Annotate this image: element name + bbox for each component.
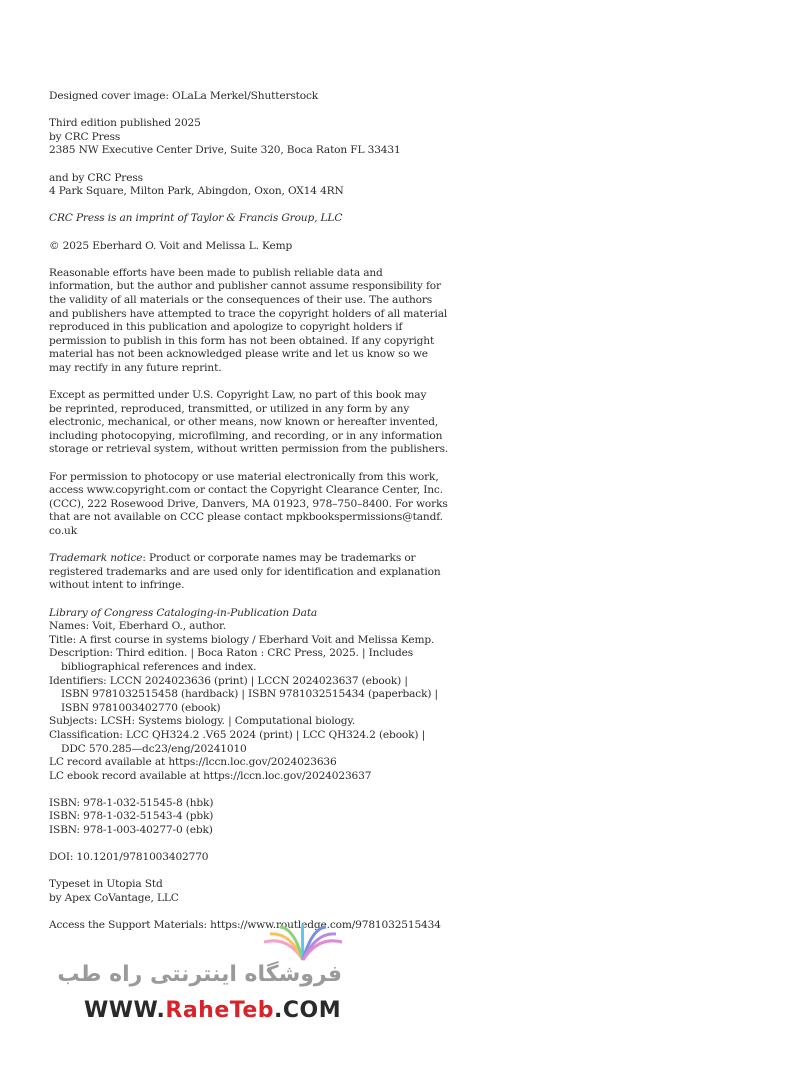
cip-names: Names: Voit, Eberhard O., author. <box>49 620 226 633</box>
support-materials-link[interactable]: Access the Support Materials: https://www.routledge.com/9781032515434 <box>49 919 441 932</box>
permissions-block <box>49 470 448 539</box>
permissions-line: that are not available on CCC please contact mpkbookspermissions@tandf. <box>49 511 443 524</box>
permissions-line: (CCC), 222 Rosewood Drive, Danvers, MA 01923, 978–750–8400. For works <box>49 497 448 510</box>
cip-heading: Library of Congress Cataloging-in-Publication Data <box>49 606 318 619</box>
cip-subjects: Subjects: LCSH: Systems biology. | Computational biology. <box>49 715 356 728</box>
isbn-block <box>49 797 429 838</box>
permissions-line: co.uk <box>49 525 77 537</box>
cip-block <box>49 606 438 784</box>
typeset-by: by Apex CoVantage, LLC <box>49 892 179 905</box>
copyright-law-line: including photocopying, microfilming, and recording, or in any information <box>49 429 443 442</box>
cip-lc-ebook-record: LC ebook record available at https://lccn.loc.gov/2024023637 <box>49 769 372 782</box>
isbn-ebk: ISBN: 978-1-003-40277-0 (ebk) <box>49 824 213 837</box>
trademark-block <box>49 552 441 593</box>
disclaimer-line: may rectify in any future reprint. <box>49 361 222 374</box>
doi-block <box>49 851 429 865</box>
cip-description-cont: bibliographical references and index. <box>61 660 257 673</box>
cip-title: Title: A first course in systems biology / Eberhard Voit and Melissa Kemp. <box>49 633 435 646</box>
disclaimer-line: and publishers have attempted to trace the copyright holders of all material <box>49 307 448 320</box>
trademark-line-1 <box>49 552 429 566</box>
watermark-url-prefix: WWW. <box>84 998 166 1023</box>
copyright-block <box>49 240 429 254</box>
copyright-page <box>49 90 449 946</box>
cip-lc-record: LC record available at https://lccn.loc.gov/2024023636 <box>49 756 337 769</box>
watermark-url-suffix: .COM <box>274 998 342 1023</box>
cip-description: Description: Third edition. | Boca Raton : CRC Press, 2025. | Includes <box>49 647 414 660</box>
publication-block <box>49 117 429 158</box>
copyright-law-line: storage or retrieval system, without written permission from the publishers. <box>49 443 449 456</box>
cover-credit: Designed cover image: OLaLa Merkel/Shutterstock <box>49 90 319 102</box>
disclaimer-line: material has not been acknowledged please write and let us know so we <box>49 348 428 361</box>
cip-identifiers-cont: ISBN 9781003402770 (ebook) <box>61 701 221 714</box>
trademark-line-2: registered trademarks and are used only for identification and explanation <box>49 565 441 578</box>
cip-identifiers: Identifiers: LCCN 2024023636 (print) | LCCN 2024023637 (ebook) | <box>49 674 408 687</box>
copyright-law-line: electronic, mechanical, or other means, now known or hereafter invented, <box>49 416 439 429</box>
cip-classification-cont: DDC 570.285—dc23/eng/20241010 <box>61 742 247 755</box>
trademark-line-3: without intent to infringe. <box>49 579 185 592</box>
typeset-block <box>49 878 429 905</box>
publisher-uk-line: and by CRC Press <box>49 171 143 184</box>
copyright-law-block <box>49 389 449 457</box>
open-book-logo-icon <box>258 924 348 964</box>
permissions-line: For permission to photocopy or use material electronically from this work, <box>49 470 439 483</box>
watermark-url <box>84 998 341 1023</box>
disclaimer-block <box>49 266 448 376</box>
copyright-law-line: Except as permitted under U.S. Copyright Law, no part of this book may <box>49 389 427 402</box>
isbn-hbk: ISBN: 978-1-032-51545-8 (hbk) <box>49 796 214 809</box>
imprint-statement: CRC Press is an imprint of Taylor & Francis Group, LLC <box>49 212 343 225</box>
trademark-text: : Product or corporate names may be trademarks or <box>142 552 416 565</box>
imprint-block <box>49 212 429 226</box>
publisher-address: 2385 NW Executive Center Drive, Suite 320, Boca Raton FL 33431 <box>49 144 401 157</box>
edition-line: Third edition published 2025 <box>49 117 201 130</box>
trademark-label: Trademark notice <box>49 552 143 565</box>
publisher-uk-address: 4 Park Square, Milton Park, Abingdon, Oxon, OX14 4RN <box>49 185 344 198</box>
disclaimer-line: reproduced in this publication and apologize to copyright holders if <box>49 321 403 334</box>
doi: DOI: 10.1201/9781003402770 <box>49 851 209 864</box>
copyright-law-line: be reprinted, reproduced, transmitted, or utilized in any form by any <box>49 402 410 415</box>
isbn-pbk: ISBN: 978-1-032-51543-4 (pbk) <box>49 810 214 823</box>
disclaimer-line: Reasonable efforts have been made to publish reliable data and <box>49 266 383 279</box>
publisher-line: by CRC Press <box>49 130 121 143</box>
cover-credit-block <box>49 90 429 104</box>
rahetebb-watermark <box>57 922 360 1032</box>
typeset-font: Typeset in Utopia Std <box>49 878 163 891</box>
cip-classification: Classification: LCC QH324.2 .V65 2024 (print) | LCC QH324.2 (ebook) | <box>49 728 426 741</box>
permissions-line: access www.copyright.com or contact the Copyright Clearance Center, Inc. <box>49 484 443 497</box>
disclaimer-line: information, but the author and publisher cannot assume responsibility for <box>49 280 441 293</box>
copyright-notice: © 2025 Eberhard O. Voit and Melissa L. Kemp <box>49 239 293 252</box>
publication-uk-block <box>49 172 429 199</box>
disclaimer-line: the validity of all materials or the consequences of their use. The authors <box>49 293 433 306</box>
watermark-url-brand: RaheTeb <box>165 998 274 1023</box>
watermark-persian-text: فروشگاه اینترنتی راه طب <box>57 962 342 987</box>
cip-identifiers-cont: ISBN 9781032515458 (hardback) | ISBN 9781032515434 (paperback) | <box>61 688 438 701</box>
disclaimer-line: permission to publish in this form has not been obtained. If any copyright <box>49 334 435 347</box>
